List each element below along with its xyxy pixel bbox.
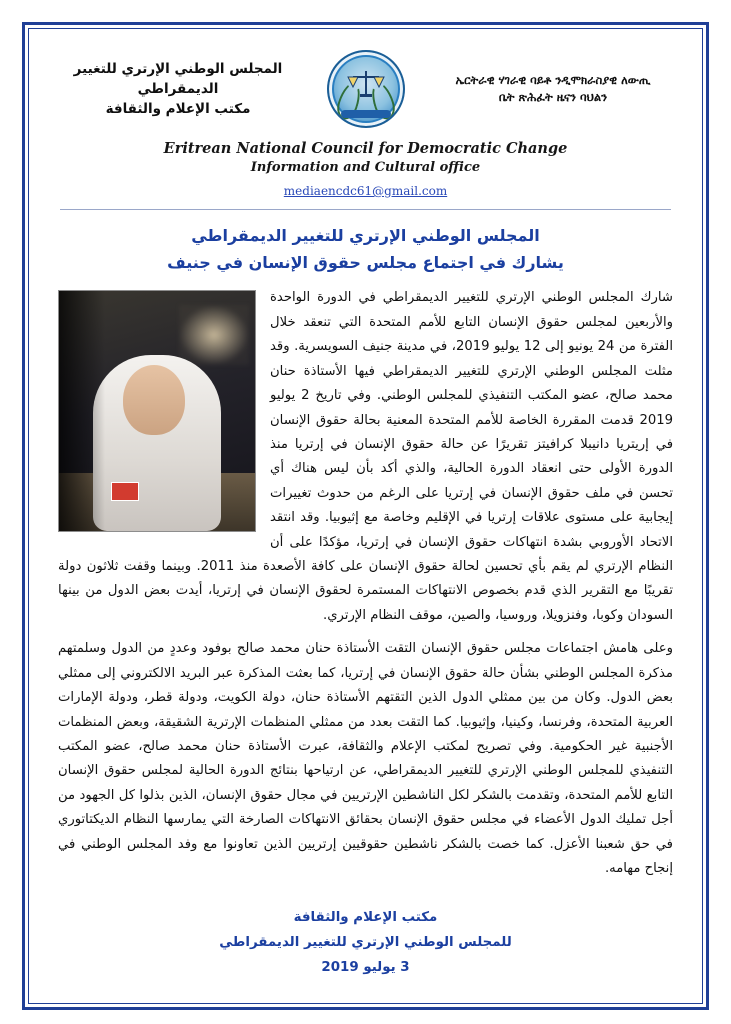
delegate-photo [58, 290, 256, 532]
signoff-date: 3 يوليو 2019 [321, 960, 410, 976]
paragraph-1: شارك المجلس الوطني الإرتري للتغيير الديمقراطي في الدورة الواحدة والأربعين لمجلس حقوق الإنسان التابع للأمم المتحدة التي تنعقد خلال الفترة من 24 يونيو إلى 12 يوليو 2019، في مدينة جنيف السويسرية. وقد مثلت المجلس الوطني الإرتري للتغيير الديمقراطي فيها الأستاذة حنان محمد صالح، عضو المكتب التنفيذي للمجلس الوطني. وفي تاريخ 2 يوليو 2019 قدمت المقررة الخاصة للأمم المتحدة المعنية بحالة حقوق الإنسان في إريتريا دانيبلا كرافيتز تقريرًا عن حالة حقوق الإنسان في إرتريا منذ الدورة الأولى حتى انعقاد الدورة الحالية، والذي أكد بأن ليس هناك أي تحسن في ملف حقوق الإنسان في إرتريا على الرغم من حدوث تغييرات إيجابية على مستوى علاقات إرتريا في الإقليم وخاصة مع إثيوبيا. وقد انتقد الاتحاد الأوروبي بشدة انتهاكات حقوق الإنسان في إرتريا، مؤكدًا على أن النظام الإرتري لم يقم بأي تحسين لحالة حقوق الإنسان على كافة الأصعدة منذ 2011. وبينما وقفت ثلاثون دولة تقريبًا مع التقرير الذي قدم بخصوص الانتهاكات المستمرة لحقوق الإنسان في إرتريا، أيدت بعض الدول من بينها السودان وكوبا، وفنزويلا، وروسيا، والصين، موقف النظام الإرتري. [58, 290, 673, 623]
headline-line-1: المجلس الوطني الإرتري للتغيير الديمقراطي [191, 226, 540, 246]
photo-id-badge [111, 482, 139, 501]
paragraph-2: وعلى هامش اجتماعات مجلس حقوق الإنسان التقت الأستاذة حنان محمد صالح بوفود وعددٍ من الدول وسلمتهم مذكرة المجلس الوطني بشأن حالة حقوق الإنسان في إرتريا، كما بعثت المذكرة عبر البريد الالكتروني إلى ممثلي بعض الدول. وكان من بين ممثلي الدول الذين التقتهم الأستاذة حنان، دولة الكويت، ودولة قطر، ودولة الإمارات العربية المتحدة، وفرنسا، وكينيا، وإثيوبيا. كما التقت بعدد من ممثلي المنظمات الإرترية الشقيقة، وبعض المنظمات الأجنبية غير الحكومية. وفي تصريح لمكتب الإعلام والثقافة، عبرت الأستاذة حنان محمد صالح، عضو المكتب التنفيذي للمجلس الوطني الإرتري للتغيير الديمقراطي، عن ارتياحها بنتائج الدورة الحالية لمجلس حقوق الإنسان التابع للأمم المتحدة، وتقدمت بالشكر لكل الناشطين الإرتريين في مجال حقوق الإنسان، الذين بذلوا كل الجهود من أجل تمليك الدول الأعضاء في مجلس حقوق الإنسان بحقائق الانتهاكات الصارخة التي يمارسها النظام الديكتاتوري في حق شعبنا الأعزل. كما خصت بالشكر ناشطين حقوقيين إرتريين الذين تعاونوا مع وفد المجلس الوطني في إنجاح مهامه. [58, 641, 673, 877]
organization-title-block [58, 138, 673, 201]
headline-line-2: يشارك في اجتماع مجلس حقوق الإنسان في جنيف [167, 253, 564, 273]
signature-block [58, 905, 673, 981]
contact-email-link[interactable]: mediaencdc61@gmail.com [283, 183, 448, 198]
signoff-org: للمجلس الوطني الإرتري للتغيير الديمقراطي [219, 935, 512, 951]
letterhead-tigrinya-line2: ቤት ጽሕፈት ዜናን ባህልን [498, 90, 608, 104]
letterhead-arabic-line1: المجلس الوطني الإرتري للتغيير الديمقراطي [73, 60, 283, 97]
signoff-office: مكتب الإعلام والثقافة [293, 909, 438, 925]
letterhead-arabic-line2: مكتب الإعلام والثقافة [105, 101, 251, 118]
letterhead-arabic [62, 59, 294, 120]
emblem-banner [341, 110, 391, 118]
header-divider [60, 209, 671, 210]
page-title [58, 222, 673, 276]
photo-shadow [59, 291, 105, 531]
org-office-english: Information and Cultural office [250, 160, 481, 176]
encdc-emblem-icon [327, 50, 405, 128]
letterhead [58, 44, 673, 128]
photo-highlight [179, 305, 249, 365]
photo-person-face [123, 365, 185, 435]
document-content [36, 36, 695, 996]
letterhead-tigrinya-line1: ኤርትራዊ ሃገራዊ ባይቶ ንዲሞክራስያዊ ለውጢ [455, 72, 651, 87]
org-name-english: Eritrean National Council for Democratic Change [163, 140, 568, 157]
letterhead-tigrinya [437, 72, 669, 107]
article-body [58, 286, 673, 890]
